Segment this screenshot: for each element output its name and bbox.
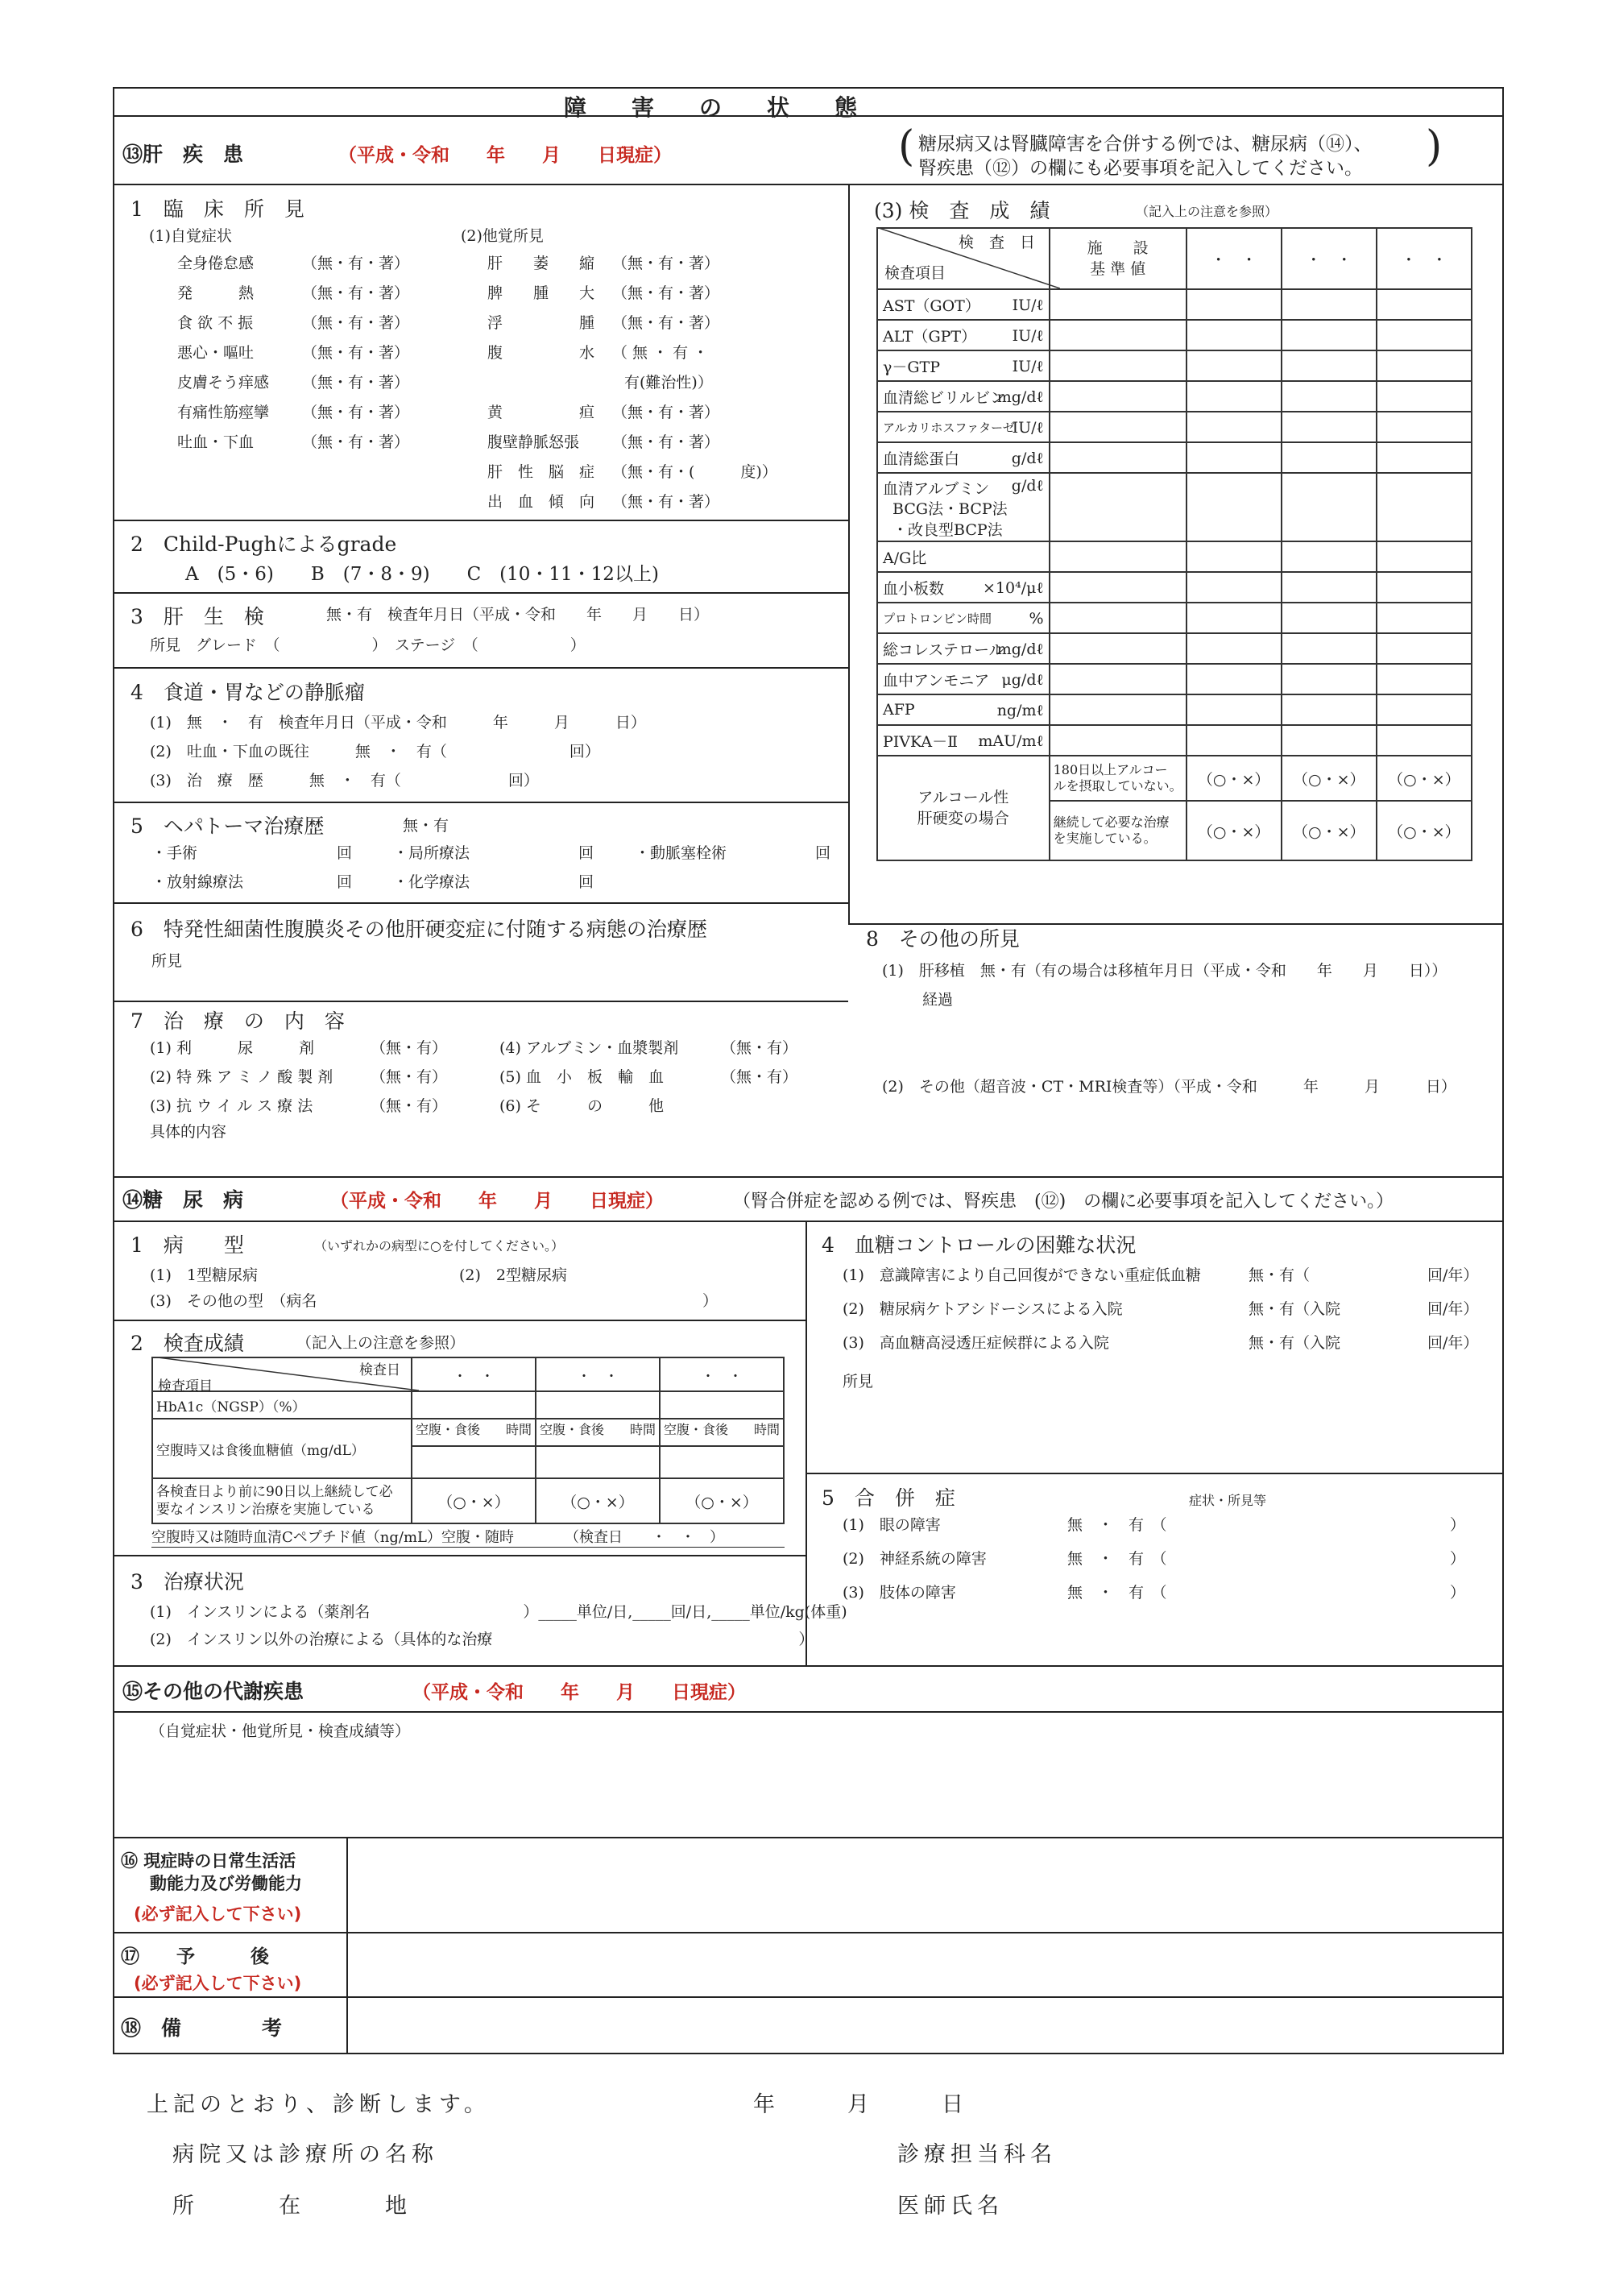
dm-control-label: (1) 意識障害により自己回復ができない重症低血糖 <box>843 1266 1201 1284</box>
dm-complication-tail: ） <box>1450 1550 1466 1568</box>
diagnosis-date[interactable]: 年 月 日 <box>753 2092 973 2117</box>
dm-lab-insulin1: 各検査日より前に90日以上継続して必 <box>156 1484 393 1500</box>
dm-type1[interactable]: (1) 1型糖尿病 <box>150 1266 259 1284</box>
dm-complication-label: (3) 肢体の障害 <box>843 1584 956 1602</box>
lab-item-name: 血清アルブミン <box>883 480 990 498</box>
dm-type-note: （いずれかの病型に○を付してください。） <box>314 1238 564 1254</box>
lab-item-name: 血清総蛋白 <box>883 450 960 468</box>
hepatoma-heading: 5 ヘパトーマ治療歴 <box>130 814 325 838</box>
lab-value-cell[interactable] <box>1282 694 1377 725</box>
dm-complication-options[interactable]: 無 ・ 有 （ <box>1067 1584 1167 1602</box>
dm-lab-date-2[interactable]: ・ ・ <box>536 1357 660 1391</box>
lab-col-date: 検 査 日 <box>959 234 1036 251</box>
lab-value-cell[interactable] <box>1187 664 1282 694</box>
subjective-options[interactable]: （無・有・著） <box>302 284 410 302</box>
subjective-label: 発 熱 <box>177 284 255 302</box>
dm-lab-insulin-3[interactable]: （○・×） <box>660 1478 784 1523</box>
liver-note-line1: 糖尿病又は腎臓障害を合併する例では、糖尿病（⑭）、 <box>918 134 1373 155</box>
dm-control-tail: 回/年） <box>1427 1334 1479 1352</box>
objective-label: 脾 腫 大 <box>487 284 595 302</box>
subjective-label: 吐血・下血 <box>177 433 255 451</box>
alcohol-q2-3[interactable]: （○・×） <box>1377 801 1472 860</box>
objective-options[interactable]: （無・有・著） <box>612 493 720 511</box>
objective-options[interactable]: 有(難治性)） <box>624 374 713 392</box>
lab-item-unit: μg/dℓ <box>1001 671 1044 689</box>
clinical-heading: 1 臨 床 所 見 <box>130 197 304 221</box>
lab-reference-cell[interactable] <box>1050 664 1187 694</box>
lab-reference-cell[interactable] <box>1050 320 1187 350</box>
objective-options[interactable]: （無・有・著） <box>612 284 720 302</box>
objective-label: 腹 水 <box>487 344 595 362</box>
treatment-heading: 7 治 療 の 内 容 <box>130 1009 345 1033</box>
dm-lab-meal-1[interactable]: 空腹・食後 時間 <box>412 1419 536 1446</box>
hepatoma-radiation-count: 回 <box>337 873 353 891</box>
treatment-item-options[interactable]: （無・有） <box>371 1068 448 1086</box>
doctor-name-label: 医師氏名 <box>897 2194 1004 2219</box>
lab-value-cell[interactable] <box>1377 572 1472 603</box>
subjective-label: 有痛性筋痙攣 <box>177 404 270 421</box>
lab-value-cell[interactable] <box>1282 320 1377 350</box>
dm-lab-insulin2: 要なインスリン治療を実施している <box>156 1502 375 1518</box>
lab-value-cell[interactable] <box>1282 381 1377 412</box>
treatment-item-options[interactable]: （無・有） <box>371 1039 448 1057</box>
lab-row <box>877 412 1472 442</box>
biopsy-line2: 所見 グレード （ ） ステージ （ ） <box>150 636 586 654</box>
dm-therapy-insulin[interactable]: (1) インスリンによる（薬剤名 ）_____単位/日,_____回/日,_____単位/kg(体重) <box>150 1603 847 1621</box>
dm-therapy-heading: 3 治療状況 <box>130 1570 244 1594</box>
lab-value-cell[interactable] <box>1282 603 1377 633</box>
lab-value-cell[interactable] <box>1187 633 1282 664</box>
dm-lab-table <box>151 1357 785 1524</box>
objective-options[interactable]: （無・有・著） <box>612 404 720 421</box>
lab-value-cell[interactable] <box>1377 442 1472 473</box>
other-findings-line1: (1) 肝移植 無・有（有の場合は移植年月日（平成・令和 年 月 日）） <box>882 962 1447 980</box>
treatment-detail: 具体的内容 <box>150 1123 227 1141</box>
lab-item-unit: mAU/mℓ <box>978 732 1044 750</box>
lab-item-unit: g/dℓ <box>1011 450 1044 467</box>
liver-note-line2: 腎疾患（⑫）の欄にも必要事項を記入してください。 <box>918 158 1363 179</box>
lab-value-cell[interactable] <box>1187 289 1282 320</box>
dm-complication-tail: ） <box>1450 1584 1466 1602</box>
lab-item-unit: ng/mℓ <box>996 702 1044 719</box>
lab-col-item: 検査項目 <box>884 264 946 282</box>
dm-control-label: (3) 高血糖高浸透圧症候群による入院 <box>843 1334 1109 1352</box>
sbp-heading: 6 特発性細菌性腹膜炎その他肝硬変症に付随する病態の治療歴 <box>130 918 707 941</box>
hepatoma-chemo-count: 回 <box>578 873 594 891</box>
lab-value-cell[interactable] <box>1377 664 1472 694</box>
lab-value-cell[interactable] <box>1282 725 1377 756</box>
other-findings-line2: (2) その他（超音波・CT・MRI検査等）（平成・令和 年 月 日） <box>882 1078 1456 1096</box>
dm-control-options[interactable]: 無・有（ <box>1249 1266 1311 1284</box>
hepatoma-local: ・局所療法 <box>393 844 470 862</box>
dm-lab-glucose-3[interactable] <box>660 1446 784 1478</box>
objective-options[interactable]: （無・有・著） <box>612 314 720 332</box>
alcohol-label1: アルコール性 <box>917 789 1009 806</box>
dm-lab-date-3[interactable]: ・ ・ <box>660 1357 784 1391</box>
lab-item-name: ALT（GPT） <box>883 327 977 346</box>
dm-control-heading: 4 血糖コントロールの困難な状況 <box>822 1233 1137 1257</box>
lab-value-cell[interactable] <box>1187 381 1282 412</box>
lab-value-cell[interactable] <box>1282 473 1377 541</box>
lab-value-cell[interactable] <box>1377 473 1472 541</box>
dm-lab-glucose-1[interactable] <box>412 1446 536 1478</box>
location-label: 所 在 地 <box>172 2194 412 2219</box>
lab-row <box>877 664 1472 694</box>
lab-value-cell[interactable] <box>1187 694 1282 725</box>
lab-value-cell[interactable] <box>1187 541 1282 572</box>
child-pugh-heading: 2 Child-Pughによるgrade <box>130 533 397 556</box>
dm-control-label: (2) 糖尿病ケトアシドーシスによる入院 <box>843 1300 1123 1318</box>
lab-reference-cell[interactable] <box>1050 725 1187 756</box>
subjective-label: 皮膚そう痒感 <box>177 374 270 392</box>
lab-value-cell[interactable] <box>1187 572 1282 603</box>
dm-lab-date-1[interactable]: ・ ・ <box>412 1357 536 1391</box>
dm-complication-label: (2) 神経系統の障害 <box>843 1550 987 1568</box>
subjective-heading: (1)自覚症状 <box>149 227 232 245</box>
daily-life-input[interactable] <box>351 1840 1500 1929</box>
lab-item-name: AFP <box>883 701 915 719</box>
dm-lab-note: （記入上の注意を参照） <box>296 1334 466 1352</box>
daily-life-label2: 動能力及び労働能力 <box>150 1874 302 1893</box>
lab-value-cell[interactable] <box>1187 603 1282 633</box>
lab-value-cell[interactable] <box>1377 603 1472 633</box>
child-pugh-grades: A (5・6) B (7・8・9) C (10・11・12以上) <box>185 564 659 585</box>
liver-note-bracket: ( <box>898 122 915 171</box>
daily-life-label1: ⑯ 現症時の日常生活活 <box>121 1851 296 1871</box>
lab-item-unit: ×10⁴/μℓ <box>983 579 1044 597</box>
hepatoma-chemo: ・化学療法 <box>393 873 470 891</box>
lab-item-name: 総コレステロール <box>883 640 1004 659</box>
lab-albumin-method: BCG法・BCP法 <box>892 500 1008 518</box>
hepatoma-radiation: ・放射線療法 <box>151 873 244 891</box>
lab-results-table <box>876 227 1472 861</box>
lab-col-std2: 基 準 値 <box>1090 260 1146 278</box>
dm-lab-meal-3[interactable]: 空腹・食後 時間 <box>660 1419 784 1446</box>
lab-row <box>877 633 1472 664</box>
hepatoma-embol-count: 回 <box>815 844 831 862</box>
lab-item-unit: IU/ℓ <box>1012 296 1044 314</box>
treatment-item-label: (2) 特 殊 ア ミ ノ 酸 製 剤 <box>150 1068 333 1086</box>
lab-value-cell[interactable] <box>1282 664 1377 694</box>
lab-value-cell[interactable] <box>1187 725 1282 756</box>
hospital-name-label: 病院又は診療所の名称 <box>172 2142 438 2167</box>
subjective-options[interactable]: （無・有・著） <box>302 404 410 421</box>
lab-date-2[interactable]: ・ ・ <box>1282 228 1377 289</box>
lab-reference-cell[interactable] <box>1050 381 1187 412</box>
dm-lab-heading: 2 検査成績 <box>130 1332 244 1355</box>
treatment-item-label: (4) アルブミン・血漿製剤 <box>499 1039 679 1057</box>
hepatoma-local-count: 回 <box>578 844 594 862</box>
hepatoma-surgery: ・手術 <box>151 844 198 862</box>
page-title: 障 害 の 状 態 <box>564 94 858 121</box>
subjective-options[interactable]: （無・有・著） <box>302 433 410 451</box>
prognosis-input[interactable] <box>351 1935 1500 1993</box>
lab-row <box>877 603 1472 633</box>
dm-lab-col-item: 検査項目 <box>158 1378 213 1395</box>
dm-lab-hba1c-3[interactable] <box>660 1391 784 1419</box>
dm-lab-hba1c-1[interactable] <box>412 1391 536 1419</box>
dm-lab-col-date: 検査日 <box>359 1362 400 1378</box>
lab-row <box>877 320 1472 350</box>
lab-reference-cell[interactable] <box>1050 412 1187 442</box>
objective-label: 黄 疸 <box>487 404 595 421</box>
subjective-label: 食 欲 不 振 <box>177 314 254 332</box>
prognosis-required: (必ず記入して下さい) <box>134 1974 302 1993</box>
objective-options[interactable]: （無・有・( 度)） <box>612 463 777 481</box>
lab-heading: (3) 検 査 成 績 <box>874 199 1050 222</box>
dm-type2[interactable]: (2) 2型糖尿病 <box>459 1266 568 1284</box>
lab-reference-cell[interactable] <box>1050 633 1187 664</box>
dm-lab-insulin-1[interactable]: （○・×） <box>412 1478 536 1523</box>
alcohol-q1-3[interactable]: （○・×） <box>1377 756 1472 801</box>
metabolic-heading: ⑮その他の代謝疾患 <box>122 1680 304 1703</box>
lab-reference-cell[interactable] <box>1050 473 1187 541</box>
lab-item-name: 血小板数 <box>883 579 945 598</box>
lab-reference-cell[interactable] <box>1050 603 1187 633</box>
lab-reference-cell[interactable] <box>1050 694 1187 725</box>
alcohol-q1-2[interactable]: （○・×） <box>1282 756 1377 801</box>
sbp-finding: 所見 <box>151 952 183 970</box>
dm-cpeptide[interactable]: 空腹時又は随時血清Cペプチド値（ng/mL）空腹・随時 （検査日 ・ ・ ） <box>151 1529 724 1546</box>
lab-date-3[interactable]: ・ ・ <box>1377 228 1472 289</box>
lab-value-cell[interactable] <box>1377 381 1472 412</box>
lab-note: （記入上の注意を参照） <box>1136 204 1278 219</box>
lab-item-name: アルカリホスファターゼ <box>883 421 1015 435</box>
subjective-options[interactable]: （無・有・著） <box>302 344 410 362</box>
remarks-label: ⑱ 備 考 <box>121 2016 283 2040</box>
lab-item-name: γ－GTP <box>883 358 940 376</box>
varices-heading: 4 食道・胃などの静脈瘤 <box>130 681 365 704</box>
treatment-item-label: (3) 抗 ウ イ ル ス 療 法 <box>150 1097 313 1115</box>
dm-complication-options[interactable]: 無 ・ 有 （ <box>1067 1550 1167 1568</box>
lab-item-name: A/G比 <box>883 549 927 567</box>
lab-reference-cell[interactable] <box>1050 289 1187 320</box>
lab-row <box>877 381 1472 412</box>
other-findings-course: 経過 <box>922 991 954 1009</box>
dm-lab-glucose-2[interactable] <box>536 1446 660 1478</box>
dm-complication-heading: 5 合 併 症 <box>822 1486 955 1510</box>
lab-item-unit: mg/dℓ <box>996 640 1044 658</box>
department-label: 診療担当科名 <box>897 2142 1057 2167</box>
lab-row <box>877 725 1472 756</box>
subjective-label: 全身倦怠感 <box>177 255 255 272</box>
lab-value-cell[interactable] <box>1377 725 1472 756</box>
lab-value-cell[interactable] <box>1282 350 1377 381</box>
lab-value-cell[interactable] <box>1377 350 1472 381</box>
lab-reference-cell[interactable] <box>1050 350 1187 381</box>
lab-value-cell[interactable] <box>1377 320 1472 350</box>
varices-line1: (1) 無 ・ 有 検査年月日（平成・令和 年 月 日） <box>150 714 646 731</box>
lab-value-cell[interactable] <box>1187 442 1282 473</box>
alcohol-q2b: を実施している。 <box>1053 831 1157 846</box>
biopsy-line1: 無・有 検査年月日（平成・令和 年 月 日） <box>326 606 710 624</box>
dm-complication-label: (1) 眼の障害 <box>843 1516 941 1534</box>
lab-value-cell[interactable] <box>1377 289 1472 320</box>
lab-value-cell[interactable] <box>1377 633 1472 664</box>
dm-lab-insulin-2[interactable]: （○・×） <box>536 1478 660 1523</box>
dm-lab-glucose: 空腹時又は食後血糖値（mg/dL） <box>152 1419 412 1478</box>
lab-value-cell[interactable] <box>1282 541 1377 572</box>
lab-row <box>877 289 1472 320</box>
lab-value-cell[interactable] <box>1187 473 1282 541</box>
lab-value-cell[interactable] <box>1282 572 1377 603</box>
lab-value-cell[interactable] <box>1282 289 1377 320</box>
lab-row <box>877 473 1472 541</box>
lab-item-unit: g/dℓ <box>1011 477 1044 495</box>
lab-row <box>877 572 1472 603</box>
dm-complication-tail: ） <box>1450 1516 1466 1534</box>
hepatoma-yn: 無・有 <box>403 817 449 835</box>
alcohol-q2-1[interactable]: （○・×） <box>1187 801 1282 860</box>
dm-therapy-other[interactable]: (2) インスリン以外の治療による（具体的な治療 ） <box>150 1631 814 1648</box>
alcohol-q2-2[interactable]: （○・×） <box>1282 801 1377 860</box>
lab-value-cell[interactable] <box>1282 442 1377 473</box>
lab-value-cell[interactable] <box>1187 320 1282 350</box>
metabolic-note: （自覚症状・他覚所見・検査成績等） <box>150 1722 411 1740</box>
lab-value-cell[interactable] <box>1187 350 1282 381</box>
dm-type-other[interactable]: (3) その他の型 （病名 <box>150 1292 317 1310</box>
objective-label: 浮 腫 <box>487 314 595 332</box>
diabetes-date: （平成・令和 年 月 日現症） <box>330 1191 664 1212</box>
treatment-item-label: (1) 利 尿 剤 <box>150 1039 314 1057</box>
dm-control-options[interactable]: 無・有（入院 <box>1249 1300 1341 1318</box>
dm-complication-options[interactable]: 無 ・ 有 （ <box>1067 1516 1167 1534</box>
subjective-options[interactable]: （無・有・著） <box>302 374 410 392</box>
other-findings-heading: 8 その他の所見 <box>866 927 1020 951</box>
objective-heading: (2)他覚所見 <box>461 227 544 245</box>
treatment-item-options[interactable]: （無・有） <box>721 1068 798 1086</box>
lab-date-1[interactable]: ・ ・ <box>1187 228 1282 289</box>
remarks-input[interactable] <box>351 2000 1500 2051</box>
lab-item-unit: IU/ℓ <box>1012 419 1044 437</box>
hepatoma-embol: ・動脈塞栓術 <box>635 844 727 862</box>
liver-date: （平成・令和 年 月 日現症） <box>338 145 672 166</box>
lab-value-cell[interactable] <box>1377 694 1472 725</box>
biopsy-heading: 3 肝 生 検 <box>130 605 264 628</box>
diagnosis-statement: 上記のとおり、診断します。 <box>147 2092 491 2117</box>
lab-value-cell[interactable] <box>1377 541 1472 572</box>
objective-options[interactable]: （無・有・著） <box>612 255 720 272</box>
lab-value-cell[interactable] <box>1282 412 1377 442</box>
dm-complication-note: 症状・所見等 <box>1189 1493 1267 1508</box>
treatment-item-options[interactable]: （無・有） <box>721 1039 798 1057</box>
lab-item-unit: mg/dℓ <box>996 388 1044 406</box>
dm-lab-hba1c: HbA1c（NGSP）（%） <box>152 1391 412 1419</box>
lab-row <box>877 350 1472 381</box>
dm-lab-meal-2[interactable]: 空腹・食後 時間 <box>536 1419 660 1446</box>
lab-value-cell[interactable] <box>1282 633 1377 664</box>
liver-heading: ⑬肝 疾 患 <box>122 143 244 166</box>
lab-reference-cell[interactable] <box>1050 541 1187 572</box>
objective-label: 肝 萎 縮 <box>487 255 595 272</box>
dm-lab-hba1c-2[interactable] <box>536 1391 660 1419</box>
lab-item-name: プロトロンビン時間 <box>883 611 992 626</box>
objective-label: 腹壁静脈怒張 <box>487 433 580 451</box>
lab-item-unit: % <box>1029 610 1044 628</box>
lab-value-cell[interactable] <box>1187 412 1282 442</box>
lab-item-unit: IU/ℓ <box>1012 358 1044 375</box>
subjective-options[interactable]: （無・有・著） <box>302 314 410 332</box>
alcohol-q2a: 継続して必要な治療 <box>1053 814 1170 830</box>
lab-row <box>877 694 1472 725</box>
objective-options[interactable]: （ 無 ・ 有 ・ <box>612 344 709 362</box>
subjective-label: 悪心・嘔吐 <box>177 344 255 362</box>
lab-item-name: 血中アンモニア <box>883 671 990 690</box>
treatment-item-label: (6) そ の 他 <box>499 1097 664 1115</box>
objective-label: 出 血 傾 向 <box>487 493 595 511</box>
alcohol-q1b: ルを摂取していない。 <box>1053 778 1182 794</box>
alcohol-q1-1[interactable]: （○・×） <box>1187 756 1282 801</box>
lab-reference-cell[interactable] <box>1050 572 1187 603</box>
lab-value-cell[interactable] <box>1377 412 1472 442</box>
objective-options[interactable]: （無・有・著） <box>612 433 720 451</box>
hepatoma-surgery-count: 回 <box>337 844 353 862</box>
treatment-item-label: (5) 血 小 板 輸 血 <box>499 1068 664 1086</box>
prognosis-label: ⑰ 予 後 <box>121 1946 269 1967</box>
metabolic-date: （平成・令和 年 月 日現症） <box>412 1682 746 1703</box>
alcohol-label2: 肝硬変の場合 <box>917 810 1009 827</box>
objective-label: 肝 性 脳 症 <box>487 463 595 481</box>
diabetes-note: （腎合併症を認める例では、腎疾患 (⑫) の欄に必要事項を記入してください。） <box>733 1192 1394 1212</box>
lab-item-name: 血清総ビリルビン <box>883 388 1006 407</box>
lab-row <box>877 442 1472 473</box>
dm-control-tail: 回/年） <box>1427 1300 1479 1318</box>
lab-reference-cell[interactable] <box>1050 442 1187 473</box>
lab-row <box>877 541 1472 572</box>
lab-col-std1: 施 設 <box>1087 239 1149 257</box>
alcohol-q1a: 180日以上アルコー <box>1053 762 1168 777</box>
subjective-options[interactable]: （無・有・著） <box>302 255 410 272</box>
lab-albumin-method: ・改良型BCP法 <box>892 521 1003 539</box>
treatment-item-options[interactable]: （無・有） <box>371 1097 448 1115</box>
dm-control-finding: 所見 <box>843 1373 874 1390</box>
daily-life-required: (必ず記入して下さい) <box>134 1904 302 1924</box>
lab-item-name: PIVKA－Ⅱ <box>883 732 959 751</box>
varices-line3: (3) 治 療 歴 無 ・ 有（ 回） <box>150 772 539 790</box>
dm-type-other-end: ） <box>702 1292 719 1310</box>
varices-line2: (2) 吐血・下血の既往 無 ・ 有（ 回） <box>150 743 600 760</box>
dm-control-options[interactable]: 無・有（入院 <box>1249 1334 1341 1352</box>
diabetes-heading: ⑭糖 尿 病 <box>122 1188 244 1212</box>
dm-control-tail: 回/年） <box>1427 1266 1479 1284</box>
liver-note-bracket-right: ) <box>1426 122 1443 171</box>
lab-item-name: AST（GOT） <box>883 296 980 315</box>
dm-type-heading: 1 病 型 <box>130 1233 244 1257</box>
lab-item-unit: IU/ℓ <box>1012 327 1044 345</box>
